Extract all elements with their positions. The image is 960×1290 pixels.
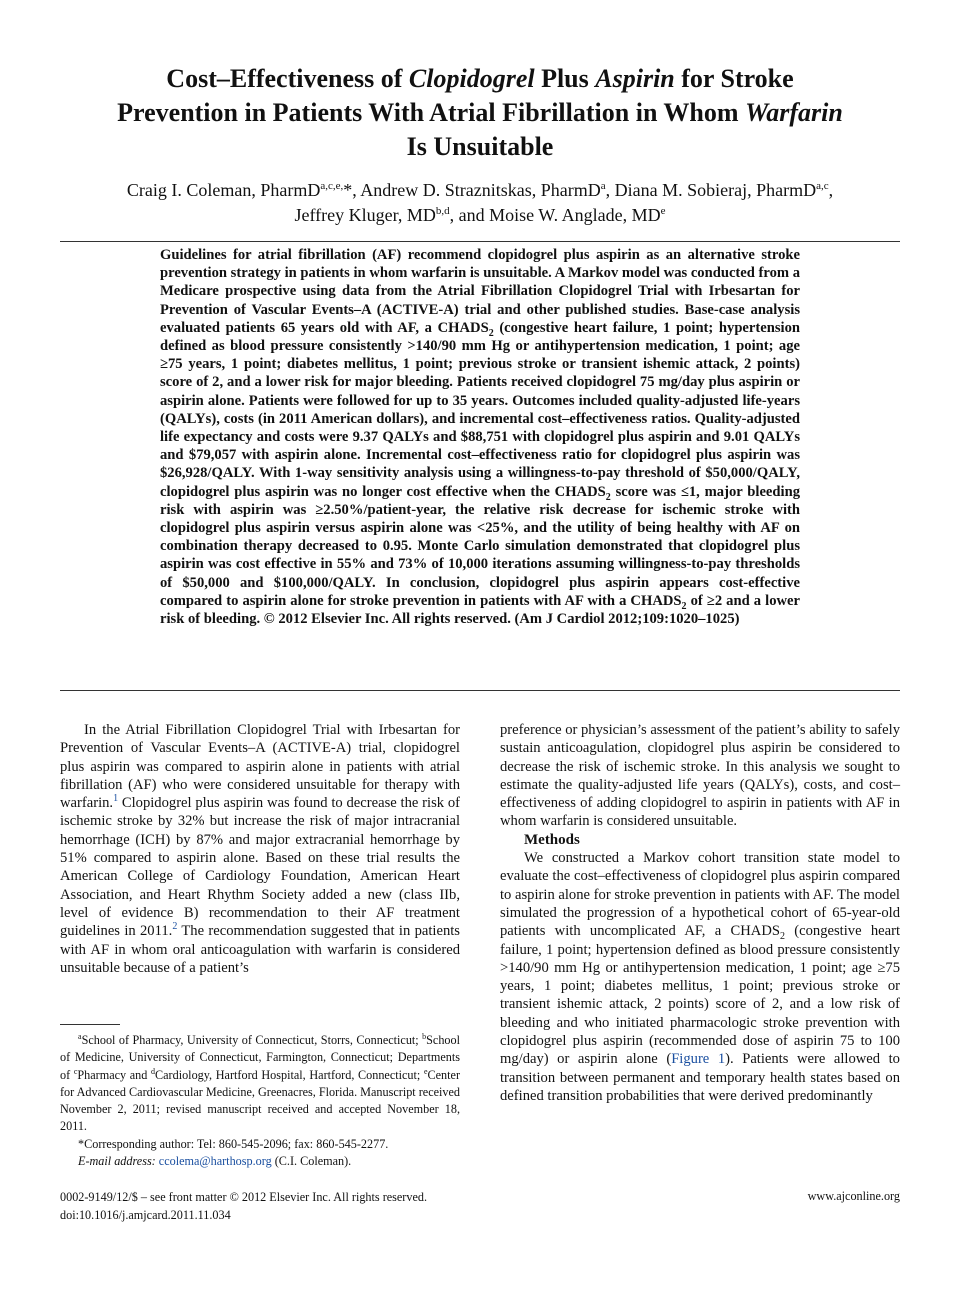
intro-continuation: preference or physician’s assessment of the patient’s ability to safely sustain anticoagulation, clopidogrel plus aspirin be considered to decrease the risk of ischemic stroke. In this analysis we sought to estimate the quality-adjusted life years (QALYs), costs, and cost–effectiveness of adding clopidogrel to aspirin in patients with AF in whom warfarin is considered unsuitable. xyxy=(500,722,900,830)
methods-paragraph: We constructed a Markov cohort transition state model to evaluate the cost–effectiveness of clopidogrel plus aspirin compared to aspirin alone for stroke prevention in patients with AF. The model simulated the progression of a hypothetical cohort of 65-year-old patients with uncomplicated AF, a $CHADS_2$ (congestive heart failure, 1 point; hypertension defined as blood pressure consistently >140/90 mm Hg or antihypertension medication, 1 point; age ≥75 years, 1 point; diabetes mellitus, 1 point; previous stroke or transient ishemic attack, 2 points) score of 2, and a low risk of bleeding and who initiated pharmacologic stroke prevention with clopidogrel plus aspirin (recommended dose of aspirin 75 to 100 mg/day) or aspirin alone (Figure 1). Patients were allowed to transition between permanent and temporary health states based on defined transition probabilities that were derived predominantly xyxy=(500,850,901,1104)
corresponding-author: *Corresponding author: Tel: 860-545-2096; fax: 860-545-2277. xyxy=(78,1136,389,1151)
footnote-rule xyxy=(60,1024,120,1025)
reference-link-2[interactable]: 2 xyxy=(172,921,178,933)
intro-paragraph: In the Atrial Fibrillation Clopidogrel Trial with Irbesartan for Prevention of Vascular Events–A (ACTIVE-A) trial, clopidogrel plus aspirin was compared to aspirin alone in patients with atrial fibrillation (AF) who were considered unsuitable for therapy with warfarin.$^1$ Clopidogrel plus aspirin was found to decrease the risk of ischemic stroke by 32% but increase the risk of major intracranial hemorrhage (ICH) by 87% and major extracranial hemorrhage by 51% compared to aspirin alone. Based on these trial results the American College of Cardiology Foundation, American Heart Association, and Heart Rhythm Society added a new (class IIb, level of evidence B) recommendation to their AF treatment guidelines in 2011.$^2$ The recommendation suggested that in patients with AF in whom oral anticoagulation with warfarin is considered unsuitable because of a patient’s xyxy=(60,722,460,976)
doi: doi:10.1016/j.amjcard.2011.11.034 xyxy=(60,1207,231,1222)
figure-1-link[interactable]: Figure 1 xyxy=(671,1051,726,1068)
journal-url[interactable]: www.ajconline.org xyxy=(807,1189,900,1203)
abstract-top-rule xyxy=(60,241,900,242)
article-title: Cost–Effectiveness of Clopidogrel Plus Aspirin for Stroke Prevention in Patients With Atrial Fibrillation in Whom Warfarin Is Unsuitable xyxy=(117,64,843,161)
reference-link-1[interactable]: 1 xyxy=(113,793,119,805)
abstract: Guidelines for atrial fibrillation (AF) recommend clopidogrel plus aspirin as an alternative stroke prevention strategy in patients in whom warfarin is unsuitable. A Markov model was conducted from a Medicare prospective using data from the Atrial Fibrillation Clopidogrel Trial with Irbesartan for Prevention of Vascular Events–A (ACTIVE-A) trial and other published studies. Base-case analysis evaluated patients 65 years old with AF, a $CHADS_2$ (congestive heart failure, 1 point; hypertension defined as blood pressure consistently >140/90 mm Hg or antihypertension medication, 1 point; age ≥75 years, 1 point; diabetes mellitus, 1 point; previous stroke or transient ishemic attack, 2 points) score of 2, and a lower risk for major bleeding. Patients received clopidogrel 75 mg/day plus aspirin or aspirin alone. Patients were followed for up to 35 years. Outcomes included quality-adjusted life-years (QALYs), costs (in 2011 American dollars), and incremental cost–effectiveness ratios. Quality-adjusted life expectancy and costs were 9.37 QALYs and $88,751 with clopidogrel plus aspirin and 9.01 QALYs and $79,057 with aspirin alone. Incremental cost–effectiveness ratio for clopidogrel plus aspirin was $26,928/QALY. With 1-way sensitivity analysis using a willingness-to-pay threshold of $50,000/QALY, clopidogrel plus aspirin was no longer cost effective when the $CHADS_2$ score was ≤1, major bleeding risk with aspirin was ≥2.50%/patient-year, the relative risk decrease for ischemic stroke with clopidogrel plus aspirin versus aspirin alone was <25%, and the utility of being healthy with AF on combination therapy decreased to 0.95. Monte Carlo simulation demonstrated that clopidogrel plus aspirin was cost effective in 55% and 73% of 10,000 iterations assuming willingness-to-pay thresholds of $50,000 and $100,000/QALY. In conclusion, clopidogrel plus aspirin appears cost-effective compared to aspirin alone for stroke prevention in patients with AF with a $CHADS_2$ of ≥2 and a lower risk of bleeding. © 2012 Elsevier Inc. All rights reserved. (Am J Cardiol 2012;109:1020–1025) xyxy=(160,247,800,628)
abstract-bottom-rule xyxy=(60,690,900,691)
email-link[interactable]: ccolema@harthosp.org xyxy=(158,1154,272,1169)
section-heading-methods: Methods xyxy=(524,831,580,848)
copyright-footer: 0002-9149/12/$ – see front matter © 2012 Elsevier Inc. All rights reserved. doi:10.1016/j.amjcard.2011.11.034 xyxy=(60,1189,427,1224)
author-list: Craig I. Coleman, PharmD$^{a,c,e,}$*, Andrew D. Straznitskas, PharmD$^a$, Diana M. Sobieraj, PharmD$^{a,c}$, Jeffrey Kluger, MD$^{b,d}$, and Moise W. Anglade, MDe xyxy=(126,180,834,225)
left-column xyxy=(60,721,460,977)
right-column xyxy=(500,721,900,1105)
affiliation-footnotes: $^a$School of Pharmacy, University of Connecticut, Storrs, Connecticut; $^b$School of Medicine, University of Connecticut, Farmington, Connecticut; Departments of $^c$Pharmacy and $^d$Cardiology, Hartford Hospital, Hartford, Connecticut; $^e$Center for Advanced Cardiovascular Medicine, Greenacres, Florida. Manuscript received November 2, 2011; revised manuscript received and accepted November 18, 2011. *Corresponding author: Tel: 860-545-2096; fax: 860-545-2277. E-mail address: ccolema@harthosp.org (C.I. Coleman). xyxy=(60,1031,461,1169)
